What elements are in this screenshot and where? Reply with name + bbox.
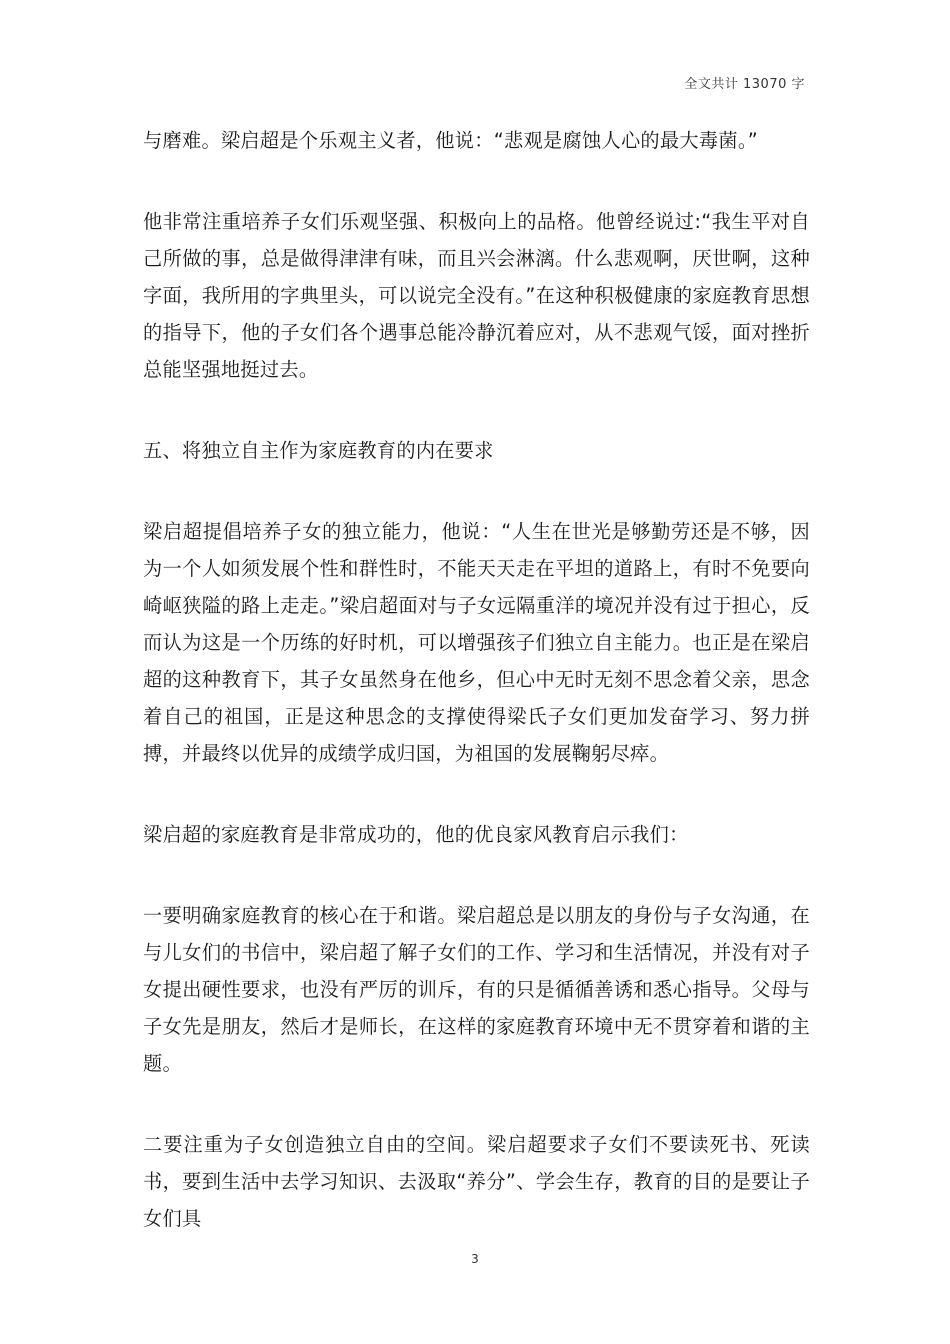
body-text xyxy=(143,122,810,1237)
page-number: 3 xyxy=(471,1252,479,1266)
paragraph-1: 与磨难。梁启超是个乐观主义者，他说：“悲观是腐蚀人心的最大毒菌。” xyxy=(143,129,758,152)
word-count-header: 全文共计 13070 字 xyxy=(684,77,805,92)
paragraph-4: 梁启超的家庭教育是非常成功的，他的优良家风教育启示我们： xyxy=(143,823,689,846)
paragraph-5: 一要明确家庭教育的核心在于和谐。梁启超总是以朋友的身份与子女沟通，在与儿女们的书信中，梁启超了解子女们的工作、学习和生活情况，并没有对子女提出硬性要求，也没有严厉的训斥，有的只是循循善诱和悉心指导。父母与子女先是朋友，然后才是师长，在这样的家庭教育环境中无不贯穿着和谐的主题。 xyxy=(143,904,810,1075)
section-heading: 五、将独立自主作为家庭教育的内在要求 xyxy=(143,439,494,462)
paragraph-3: 梁启超提倡培养子女的独立能力，他说：“人生在世光是够勤劳还是不够，因为一个人如须发展个性和群性时，不能天天走在平坦的道路上，有时不免要向崎岖狭隘的路上走走。”梁启超面对与子女远隔重洋的境况并没有过于担心，反而认为这是一个历练的好时机，可以增强孩子们独立自主能力。也正是在梁启超的这种教育下，其子女虽然身在他乡，但心中无时无刻不思念着父亲，思念着自己的祖国，正是这种思念的支撑使得梁氏子女们更加发奋学习、努力拼搏，并最终以优异的成绩学成归国，为祖国的发展鞠躬尽瘁。 xyxy=(143,520,810,765)
paragraph-2: 他非常注重培养子女们乐观坚强、积极向上的品格。他曾经说过:“我生平对自己所做的事，总是做得津津有味，而且兴会淋漓。什么悲观啊，厌世啊，这种字面，我所用的字典里头，可以说完全没有。”在这种积极健康的家庭教育思想的指导下，他的子女们各个遇事总能冷静沉着应对，从不悲观气馁，面对挫折总能坚强地挺过去。 xyxy=(143,210,810,381)
paragraph-6: 二要注重为子女创造独立自由的空间。梁启超要求子女们不要读死书、死读书，要到生活中去学习知识、去汲取“养分”、学会生存，教育的目的是要让子女们具 xyxy=(143,1133,810,1230)
